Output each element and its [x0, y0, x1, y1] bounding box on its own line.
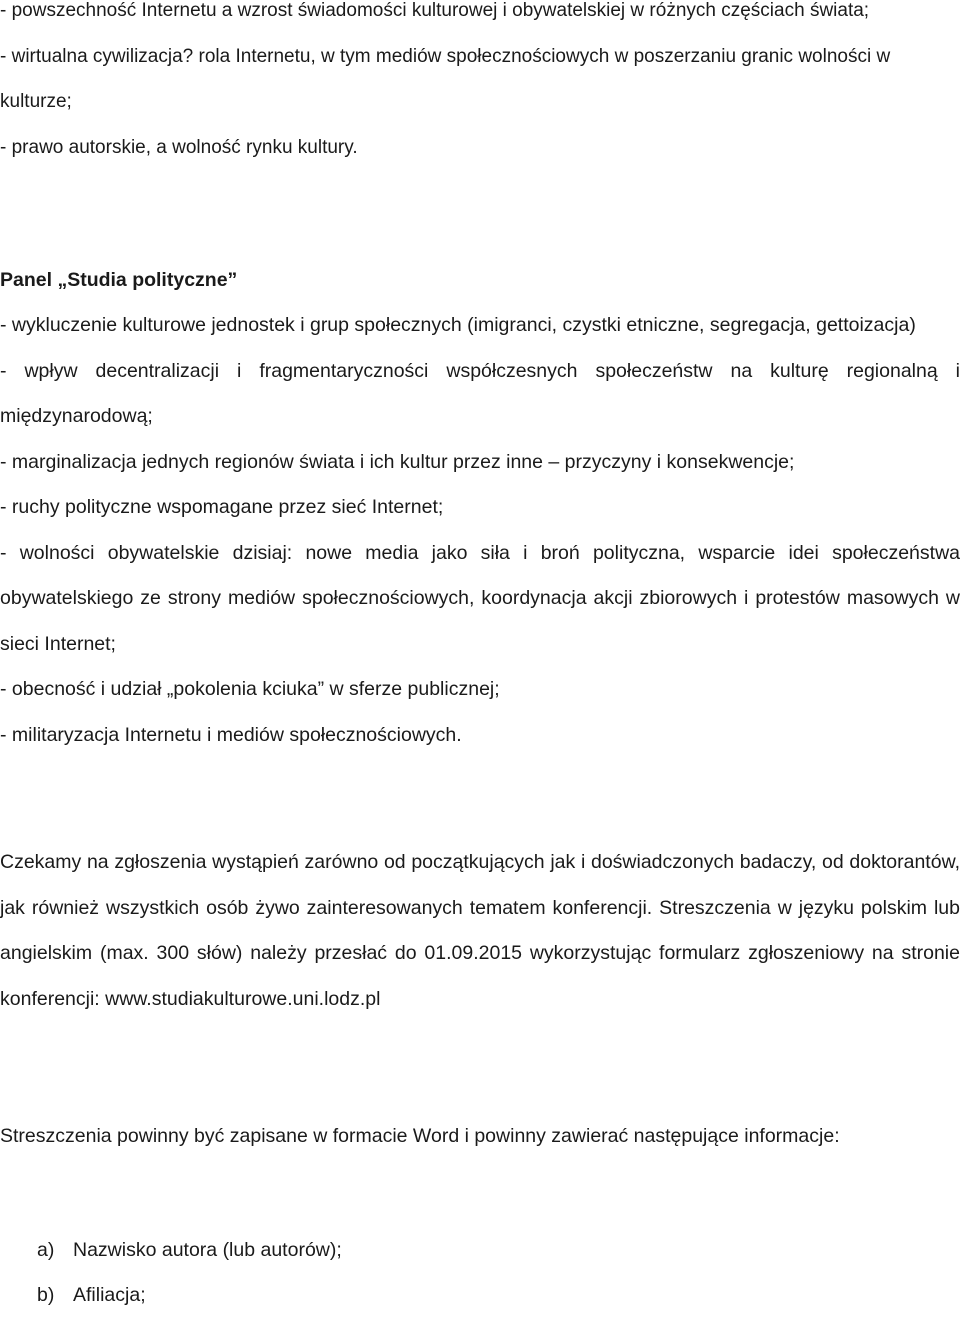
- list-item: - wolności obywatelskie dzisiaj: nowe media jako siła i broń polityczna, wsparcie idei społeczeństwa obywatelskiego ze strony mediów społecznościowych, koordynacja akcji zbiorowych i protestów masowych w sieci Internet;: [0, 541, 960, 655]
- list-item-text: Afiliacja;: [73, 1284, 146, 1306]
- list-item: - ruchy polityczne wspomagane przez sieć Internet;: [0, 496, 444, 518]
- list-marker: a): [37, 1239, 55, 1261]
- list-item: - powszechność Internetu a wzrost świadomości kulturowej i obywatelskiej w różnych częściach świata;: [0, 0, 870, 21]
- requirements-list: [0, 1228, 960, 1318]
- call-for-papers-paragraph: Czekamy na zgłoszenia wystąpień zarówno od początkujących jak i doświadczonych badaczy, od doktorantów, jak również wszystkich osób żywo zainteresowanych tematem konferencji. Streszczenia w języku polskim lub angielskim (max. 300 słów) należy przesłać do 01.09.2015 wykorzystując formularz zgłoszeniowy na stronie konferencji: www.studiakulturowe.uni.lodz.pl: [0, 851, 960, 1010]
- abstract-info-paragraph: Streszczenia powinny być zapisane w formacie Word i powinny zawierać następujące informacje:: [0, 1125, 840, 1147]
- list-item: - militaryzacja Internetu i mediów społecznościowych.: [0, 723, 462, 746]
- panel-topic-list: [0, 303, 960, 758]
- list-item: - prawo autorskie, a wolność rynku kultury.: [0, 136, 358, 158]
- list-item: - wpływ decentralizacji i fragmentaryczności współczesnych społeczeństw na kulturę regionalną i międzynarodową;: [0, 359, 960, 427]
- panel-heading: Panel „Studia polityczne”: [0, 269, 238, 291]
- topic-list-continued: [0, 0, 960, 170]
- list-item-text: Nazwisko autora (lub autorów);: [73, 1239, 342, 1261]
- list-item: - marginalizacja jednych regionów świata i ich kultur przez inne – przyczyny i konsekwencje;: [0, 450, 795, 473]
- list-item: - obecność i udział „pokolenia kciuka” w sferze publicznej;: [0, 678, 500, 700]
- list-item: [0, 1228, 960, 1273]
- list-item: - wirtualna cywilizacja? rola Internetu, w tym mediów społecznościowych w poszerzaniu granic wolności w kulturze;: [0, 45, 891, 112]
- list-item: - wykluczenie kulturowe jednostek i grup społecznych (imigranci, czystki etniczne, segregacja, gettoizacja): [0, 314, 916, 336]
- list-marker: b): [37, 1284, 55, 1306]
- list-item: [0, 1273, 960, 1318]
